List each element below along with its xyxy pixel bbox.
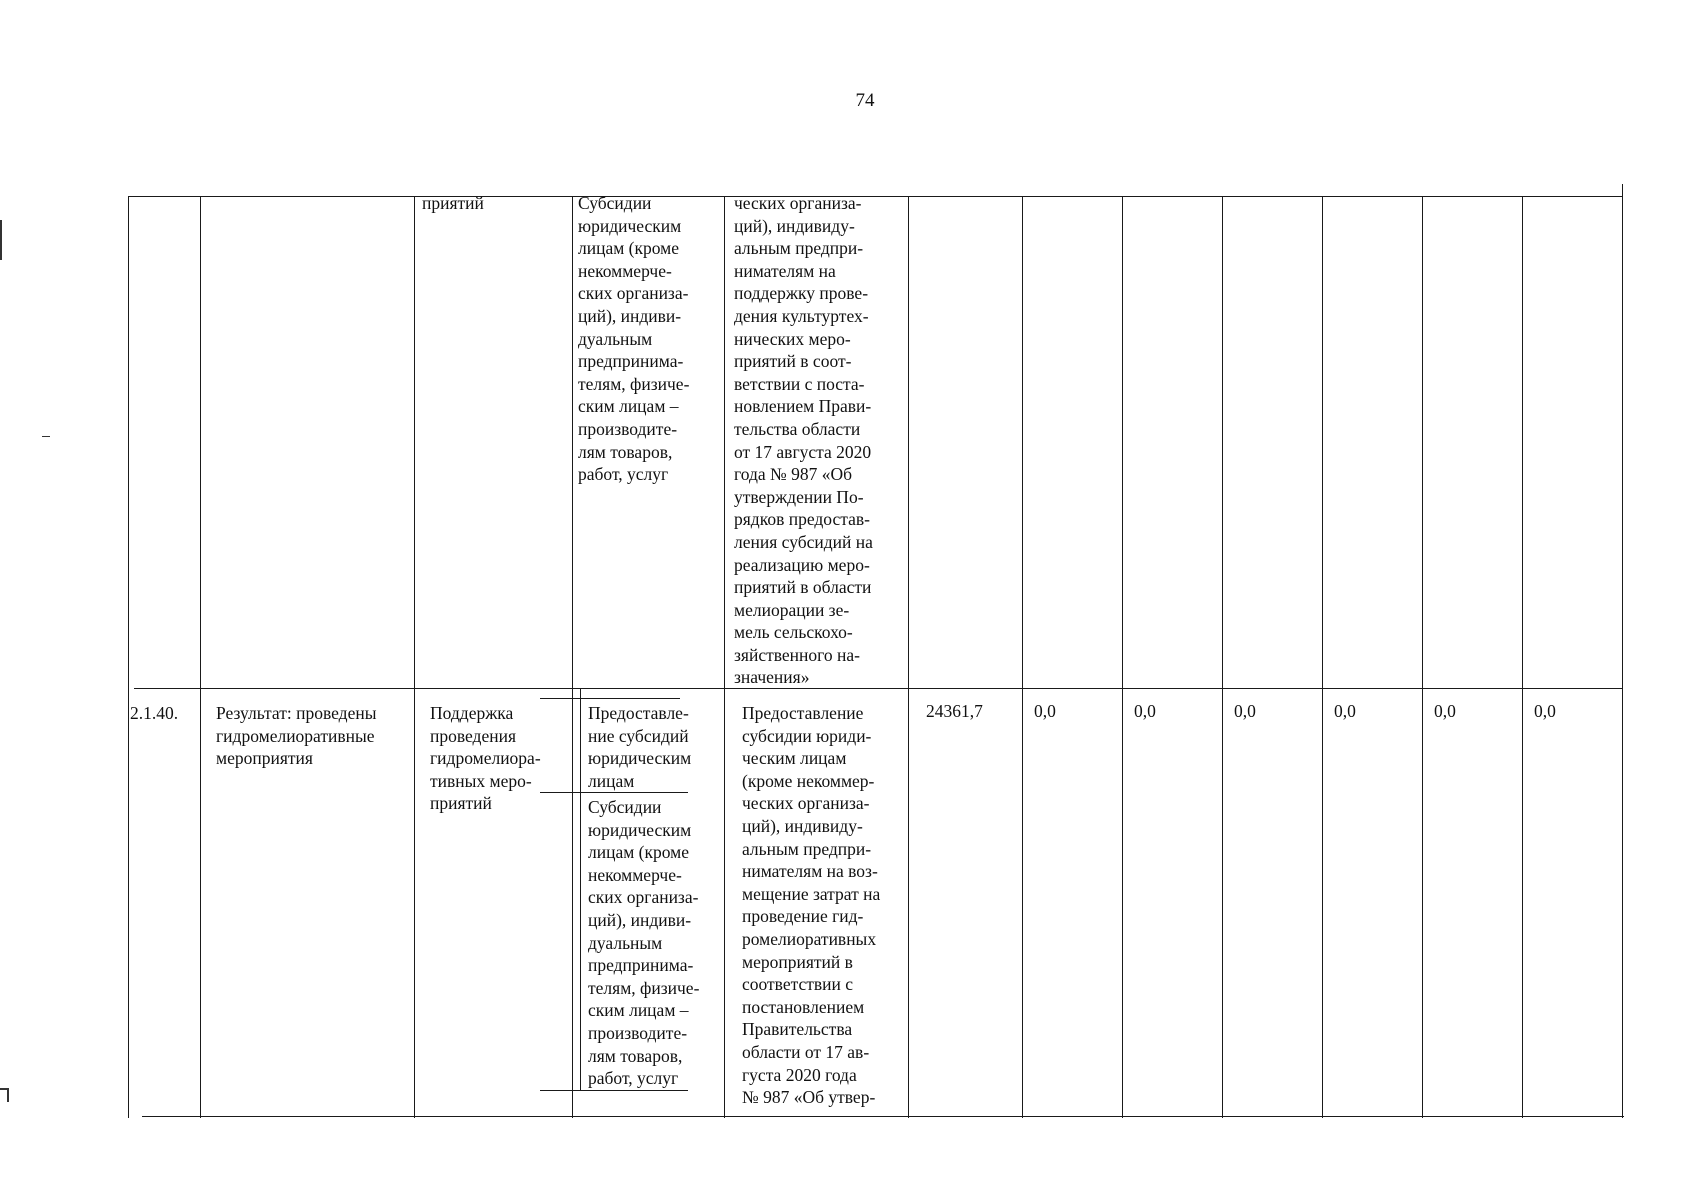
funding-year-1: 0,0 — [1034, 701, 1056, 721]
funding-year-6: 0,0 — [1534, 701, 1556, 721]
column-line-4b — [580, 688, 581, 1090]
column-line-5 — [724, 196, 725, 1118]
recipient-category: Субсидии юридическим лицам (кроме некоммерче- ских организа- ций), индиви- дуальным предпринима- телям, физиче- ским лицам – производите- лям товаров, работ, услуг — [588, 797, 700, 1089]
column-line-11 — [1422, 196, 1423, 1118]
column-line-9 — [1222, 196, 1223, 1118]
column-line-3 — [414, 196, 415, 1118]
recipient-category: Субсидии юридическим лицам (кроме некоммерче- ских организа- ций), индиви- дуальным предпринима- телям, физиче- ским лицам – производите- лям товаров, работ, услуг — [578, 193, 690, 485]
row-code: 2.1.40. — [130, 703, 179, 723]
subsidy-type: Предоставле- ние субсидий юридическим лицам — [588, 703, 692, 791]
cell-bottom-type-lower — [540, 1090, 688, 1091]
event-name: Поддержка проведения гидромелиора- тивных меро- приятий — [430, 703, 541, 814]
page-number: 74 — [855, 90, 875, 111]
column-line-13 — [1622, 184, 1623, 1118]
subsidy-description: Предоставление субсидии юриди- ческим лицам (кроме некоммер- ческих организа- ций), индивиду- альным предпри- нимателям на воз- мещение затрат на проведение гид- ромелиоративных мероприятий в соответствии с постановлением Правительства области от 17 ав- густа 2020 года № 987 «Об утвер- — [742, 703, 881, 1108]
funding-year-4: 0,0 — [1334, 701, 1356, 721]
event-name-tail: приятий — [422, 193, 484, 213]
scan-mark — [7, 1088, 9, 1102]
scan-mark — [0, 220, 2, 260]
column-line-12 — [1522, 196, 1523, 1118]
column-line-2 — [200, 196, 201, 1118]
column-line-7 — [1022, 196, 1023, 1118]
column-line-1 — [128, 196, 129, 1118]
result-name: Результат: проведены гидромелиоративные мероприятия — [216, 703, 377, 769]
cell-divider-type — [540, 698, 680, 699]
column-line-10 — [1322, 196, 1323, 1118]
funding-total: 24361,7 — [926, 701, 983, 721]
funding-year-2: 0,0 — [1134, 701, 1156, 721]
funding-year-3: 0,0 — [1234, 701, 1256, 721]
subsidy-description: ческих организа- ций), индивиду- альным предпри- нимателям на поддержку прове- дения культуртех- нических меро- приятий в соот- ветствии с поста- новлением Прави- тельства области от 17 августа 2020 года № 987 «Об утверждении По- рядков предостав- ления субсидий на реализацию меро- приятий в области мелиорации зе- мель сельскохо- зяйственного на- значения» — [734, 193, 873, 688]
scan-mark — [42, 436, 50, 437]
table-bottom-border — [142, 1116, 1624, 1117]
budget-table — [128, 184, 1624, 1118]
column-line-8 — [1122, 196, 1123, 1118]
funding-year-5: 0,0 — [1434, 701, 1456, 721]
column-line-4 — [572, 196, 573, 1118]
